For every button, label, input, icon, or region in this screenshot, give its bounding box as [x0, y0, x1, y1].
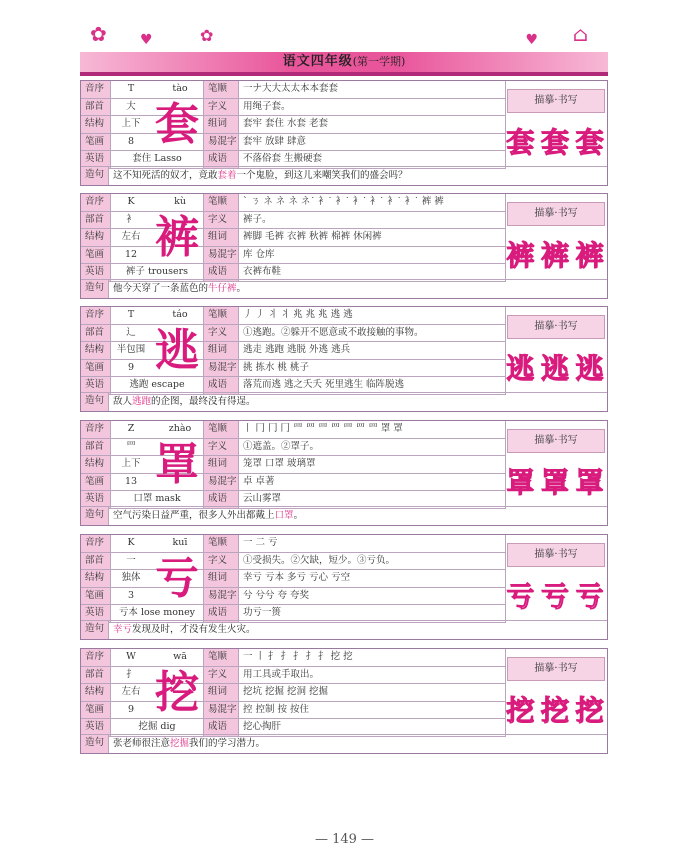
- english: 亏本 lose money: [118, 607, 196, 618]
- field-text: 套牢 放肆 肆意: [243, 135, 307, 147]
- field-label: 结构: [81, 229, 111, 246]
- trace-character: 挖: [575, 694, 604, 727]
- field-label: 英语: [81, 264, 111, 281]
- field-label: 字义: [203, 439, 239, 456]
- field-label: 英语: [81, 605, 111, 622]
- character-card: [80, 193, 608, 299]
- field-text: 裤脚 毛裤 衣裤 秋裤 棉裤 休闲裤: [243, 231, 382, 242]
- idioms: 落荒而逃 逃之夭夭 死里逃生 临阵脱逃: [243, 379, 405, 390]
- trace-character: 套: [506, 126, 535, 159]
- field-label: 结构: [81, 342, 111, 359]
- info-row: [81, 439, 505, 457]
- field-label: 音序: [81, 307, 111, 324]
- field-text: 用工具或手取出。: [243, 668, 320, 680]
- page-title: 语文四年级(第一学期): [282, 54, 406, 69]
- trace-character: 罩: [540, 466, 569, 499]
- field-text: 一 丨 扌 扌 扌 扌 扌 挖 挖: [243, 651, 353, 662]
- field-text: 库 仓库: [243, 248, 275, 260]
- page-number: — 149 —: [314, 832, 375, 847]
- field-text: 丿 丿 丬 丬 兆 兆 兆 逃 逃: [243, 309, 353, 320]
- character-card: [80, 420, 608, 526]
- trace-character: 罩: [575, 466, 604, 499]
- trace-header: 描摹·书写: [507, 315, 605, 339]
- idioms: 衣裤布鞋: [243, 266, 282, 277]
- field-value: 一: [126, 554, 136, 566]
- example-sentence: 敌人逃跑的企图，最终没有得逞。: [113, 396, 256, 407]
- field-text: ①逃跑。②躲开不愿意或不敢接触的事物。: [243, 326, 424, 338]
- field-label: 字义: [203, 99, 239, 116]
- field-value: 大: [126, 100, 136, 112]
- field-value: 半包围: [116, 344, 146, 355]
- trace-character: 罩: [506, 466, 535, 499]
- field-value: K: [127, 196, 135, 207]
- field-label: 造句: [81, 167, 109, 185]
- field-label: 结构: [81, 570, 111, 587]
- sentence-row: [81, 166, 607, 185]
- field-value: 上下: [121, 458, 141, 469]
- trace-header: 描摹·书写: [507, 202, 605, 226]
- field-value: 13: [124, 475, 138, 487]
- field-value: 独体: [121, 572, 141, 583]
- field-label: 笔顺: [203, 649, 239, 666]
- field-text: 套牢 套住 水套 老套: [243, 118, 329, 129]
- field-text: 一ナ大大太太本本套套: [243, 83, 339, 94]
- field-label: 音序: [81, 649, 111, 666]
- flower-icon: ✿: [90, 22, 107, 46]
- field-label: 部首: [81, 325, 111, 342]
- field-label: 部首: [81, 99, 111, 116]
- trace-area: [503, 234, 607, 274]
- info-row: [81, 553, 505, 571]
- field-label: 笔画: [81, 702, 111, 719]
- example-sentence: 他今天穿了一条蓝色的牛仔裤。: [113, 283, 247, 294]
- field-text: 卓 卓著: [243, 475, 275, 487]
- main-character: 裤: [155, 212, 199, 263]
- info-row: [81, 325, 505, 343]
- field-text: 挖坑 挖掘 挖洞 挖掘: [243, 686, 329, 697]
- field-label: 组词: [203, 456, 239, 473]
- main-character: 罩: [155, 439, 199, 490]
- idioms: 挖心掏肝: [243, 721, 282, 732]
- house-icon: ⌂: [572, 22, 588, 46]
- sentence-row: [81, 620, 607, 639]
- field-label: 易混字: [203, 247, 239, 264]
- character-card: [80, 648, 608, 754]
- field-label: 笔顺: [203, 307, 239, 324]
- trace-area: [503, 689, 607, 729]
- field-label: 易混字: [203, 134, 239, 151]
- field-label: 笔顺: [203, 81, 239, 98]
- trace-character: 亏: [540, 580, 569, 613]
- trace-header: 描摹·书写: [507, 429, 605, 453]
- field-label: 字义: [203, 667, 239, 684]
- field-label: 易混字: [203, 588, 239, 605]
- sentence-row: [81, 392, 607, 411]
- field-label: 部首: [81, 667, 111, 684]
- info-row: [81, 307, 505, 325]
- field-label: 结构: [81, 116, 111, 133]
- info-row: [81, 684, 505, 702]
- trace-area: [503, 121, 607, 161]
- main-character: 挖: [155, 667, 199, 718]
- character-card: [80, 534, 608, 640]
- info-row: [81, 212, 505, 230]
- english: 逃跑 escape: [129, 379, 185, 390]
- sentence-row: [81, 734, 607, 753]
- trace-character: 套: [540, 126, 569, 159]
- field-label: 组词: [203, 342, 239, 359]
- field-value: 辶: [126, 326, 136, 338]
- field-label: 结构: [81, 684, 111, 701]
- field-label: 成语: [203, 605, 239, 622]
- field-label: 部首: [81, 212, 111, 229]
- trace-header: 描摹·书写: [507, 543, 605, 567]
- trace-character: 逃: [575, 352, 604, 385]
- field-label: 部首: [81, 439, 111, 456]
- field-text: ˋ ㄋ ネ ネ ネ ネ˙ 衤˙ 衤˙ 衤˙ 衤˙ 衤˙ 衤˙ 裤 裤: [243, 196, 444, 207]
- field-label: 音序: [81, 421, 111, 438]
- field-label: 字义: [203, 212, 239, 229]
- field-text: 控 控制 按 按住: [243, 703, 310, 715]
- pinyin: tào: [172, 83, 188, 94]
- trace-character: 逃: [540, 352, 569, 385]
- field-value: 3: [127, 589, 135, 601]
- field-label: 成语: [203, 719, 239, 736]
- field-text: 挑 拣水 桃 桃子: [243, 361, 310, 373]
- field-value: 扌: [126, 668, 136, 680]
- info-row: [81, 229, 505, 247]
- field-label: 音序: [81, 81, 111, 98]
- trace-character: 挖: [540, 694, 569, 727]
- field-value: Z: [127, 423, 135, 434]
- field-label: 笔画: [81, 134, 111, 151]
- field-label: 笔顺: [203, 535, 239, 552]
- info-row: [81, 570, 505, 588]
- field-label: 笔画: [81, 247, 111, 264]
- idioms: 云山雾罩: [243, 493, 282, 504]
- field-label: 笔顺: [203, 421, 239, 438]
- pinyin: zhào: [168, 423, 192, 434]
- english: 裤子 trousers: [125, 266, 189, 277]
- trace-area: [503, 575, 607, 615]
- field-label: 成语: [203, 377, 239, 394]
- trace-area: [503, 461, 607, 501]
- field-value: 左右: [121, 686, 141, 697]
- field-text: ①受损失。②欠缺，短少。③亏负。: [243, 554, 396, 566]
- info-row: [81, 588, 505, 606]
- main-character: 逃: [155, 325, 199, 376]
- example-sentence: 这不知死活的奴才，竟敢套着一个鬼脸，到这儿来嘲笑我们的盛会吗？: [113, 170, 408, 181]
- english: 口罩 mask: [133, 493, 181, 504]
- trace-character: 裤: [506, 239, 535, 272]
- field-label: 音序: [81, 194, 111, 211]
- field-value: W: [126, 651, 136, 662]
- trace-header: 描摹·书写: [507, 657, 605, 681]
- field-label: 笔画: [81, 588, 111, 605]
- info-row: [81, 342, 505, 360]
- field-label: 易混字: [203, 474, 239, 491]
- field-value: 12: [124, 248, 138, 260]
- field-text: 兮 兮兮 夸 夸奖: [243, 589, 310, 601]
- page-header: [80, 14, 608, 76]
- field-label: 成语: [203, 491, 239, 508]
- field-text: ①遮盖。②罩子。: [243, 440, 320, 452]
- field-label: 部首: [81, 553, 111, 570]
- pinyin: wā: [173, 651, 187, 662]
- character-card: [80, 306, 608, 412]
- info-row: [81, 134, 505, 152]
- field-value: T: [127, 309, 135, 320]
- field-label: 英语: [81, 151, 111, 168]
- field-text: 裤子。: [243, 213, 272, 225]
- field-label: 成语: [203, 264, 239, 281]
- field-label: 组词: [203, 116, 239, 133]
- field-label: 造句: [81, 280, 109, 298]
- field-label: 组词: [203, 229, 239, 246]
- field-label: 易混字: [203, 360, 239, 377]
- pinyin: kù: [174, 196, 186, 207]
- example-sentence: 幸亏发现及时，才没有发生火灾。: [113, 624, 256, 635]
- field-value: 罒: [126, 440, 136, 452]
- trace-character: 亏: [506, 580, 535, 613]
- field-label: 笔顺: [203, 194, 239, 211]
- field-label: 易混字: [203, 702, 239, 719]
- field-label: 字义: [203, 325, 239, 342]
- header-underline: [80, 72, 608, 76]
- pinyin: kuī: [172, 537, 188, 548]
- field-value: K: [127, 537, 135, 548]
- field-text: 用绳子套。: [243, 100, 291, 112]
- main-character: 亏: [155, 553, 199, 604]
- field-value: T: [127, 83, 135, 94]
- example-sentence: 张老师很注意挖掘我们的学习潜力。: [113, 738, 266, 749]
- field-value: 9: [127, 361, 135, 373]
- sentence-row: [81, 279, 607, 298]
- example-sentence: 空气污染日益严重，很多人外出都戴上口罩。: [113, 510, 304, 521]
- field-label: 笔画: [81, 474, 111, 491]
- english: 套住 Lasso: [132, 153, 182, 164]
- info-row: [81, 421, 505, 439]
- field-label: 成语: [203, 151, 239, 168]
- field-label: 英语: [81, 491, 111, 508]
- field-label: 造句: [81, 393, 109, 411]
- trace-character: 逃: [506, 352, 535, 385]
- field-value: 上下: [121, 118, 141, 129]
- field-text: 一 二 亏: [243, 537, 278, 548]
- info-row: [81, 535, 505, 553]
- info-row: [81, 360, 505, 378]
- idioms: 功亏一篑: [243, 607, 282, 618]
- field-label: 英语: [81, 719, 111, 736]
- field-label: 英语: [81, 377, 111, 394]
- info-row: [81, 81, 505, 99]
- english: 挖掘 dig: [138, 721, 176, 732]
- field-label: 造句: [81, 735, 109, 753]
- pinyin: táo: [172, 309, 188, 320]
- info-row: [81, 649, 505, 667]
- field-label: 结构: [81, 456, 111, 473]
- field-text: 丨 冂 冂 冂 罒 罒 罒 罒 罒 罒 罒 罩 罩: [243, 423, 403, 434]
- main-character: 套: [155, 99, 199, 150]
- info-row: [81, 456, 505, 474]
- trace-character: 裤: [540, 239, 569, 272]
- info-row: [81, 99, 505, 117]
- field-text: 笼罩 口罩 玻璃罩: [243, 458, 316, 469]
- field-label: 组词: [203, 684, 239, 701]
- trace-character: 裤: [575, 239, 604, 272]
- trace-character: 挖: [506, 694, 535, 727]
- info-row: [81, 702, 505, 720]
- field-label: 笔画: [81, 360, 111, 377]
- field-label: 字义: [203, 553, 239, 570]
- field-label: 造句: [81, 507, 109, 525]
- info-row: [81, 247, 505, 265]
- trace-character: 套: [575, 126, 604, 159]
- info-row: [81, 116, 505, 134]
- trace-header: 描摹·书写: [507, 89, 605, 113]
- field-label: 组词: [203, 570, 239, 587]
- field-label: 造句: [81, 621, 109, 639]
- heart-icon: ♥: [525, 32, 538, 48]
- idioms: 不落俗套 生搬硬套: [243, 153, 323, 164]
- field-value: 8: [127, 135, 135, 147]
- info-row: [81, 667, 505, 685]
- field-label: 音序: [81, 535, 111, 552]
- field-value: 左右: [121, 231, 141, 242]
- field-value: 衤: [126, 213, 136, 225]
- trace-area: [503, 347, 607, 387]
- heart-icon: ♥: [140, 32, 153, 48]
- field-text: 幸亏 亏本 多亏 亏心 亏空: [243, 572, 351, 583]
- info-row: [81, 474, 505, 492]
- field-text: 逃走 逃跑 逃脱 外逃 逃兵: [243, 344, 351, 355]
- field-value: 9: [127, 703, 135, 715]
- character-card: [80, 80, 608, 186]
- info-row: [81, 194, 505, 212]
- trace-character: 亏: [575, 580, 604, 613]
- sentence-row: [81, 506, 607, 525]
- flower-icon: ✿: [200, 26, 214, 45]
